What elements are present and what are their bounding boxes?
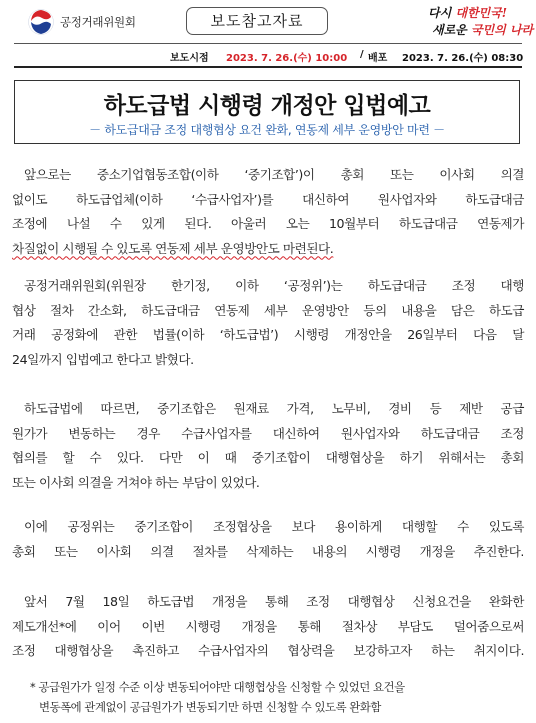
paragraph-line: 조정 대행협상을 촉진하고 수급사업자의 협상력을 보강하고자 하는 취지이다. <box>12 643 524 658</box>
government-logo-icon <box>28 9 54 35</box>
paragraph-line: 차질없이 시행될 수 있도록 연동제 세부 운영방안도 마련된다. <box>12 240 334 256</box>
paragraph-2 <box>12 274 524 372</box>
slogan-calligraphy <box>428 4 534 42</box>
paragraph-line: 또는 이사회 의결을 거쳐야 하는 부담이 있었다. <box>12 474 260 490</box>
slogan-text: 새로운 <box>432 23 471 37</box>
paragraph-line: 공정거래위원회(위원장 한기정, 이하 ‘공정위’)는 하도급대금 조정 대행 <box>24 278 524 293</box>
release-time: 2023. 7. 26.(수) 08:30 <box>402 53 524 64</box>
paragraph-line: 거래 공정화에 관한 법률(이하 ‘하도급법’) 시행령 개정안을 26일부터 다음 달 <box>12 327 524 342</box>
slogan-text: 다시 <box>428 6 456 20</box>
title-box <box>14 80 520 144</box>
paragraph-line: 조정에 나설 수 있게 된다. 아울러 오는 10월부터 하도급대금 연동제가 <box>12 216 524 231</box>
paragraph-1 <box>12 163 524 261</box>
embargo-time: 2023. 7. 26.(수) 10:00 <box>226 53 348 64</box>
footnote-line: 변동폭에 관계없이 공급원가가 변동되기만 하면 신청할 수 있도록 완화함 <box>39 700 381 714</box>
org-name: 공정거래위원회 <box>60 15 136 29</box>
press-header <box>0 0 536 44</box>
paragraph-line: 원가가 변동하는 경우 수급사업자를 대신하여 원사업자와 하도급대금 조정 <box>12 425 524 441</box>
paragraph-5 <box>12 590 524 664</box>
slogan-text-accent: 국민의 나라 <box>470 23 534 37</box>
release-date-bar <box>0 46 536 64</box>
document-type-badge: 보도참고자료 <box>186 7 328 35</box>
paragraph-line: 24일까지 입법예고 한다고 밝혔다. <box>12 351 194 367</box>
header-divider <box>14 43 522 44</box>
paragraph-3 <box>12 397 524 495</box>
date-separator: / <box>360 49 364 60</box>
paragraph-line: 없이도 하도급업체(이하 ‘수급사업자’)를 대신하여 원사업자와 하도급대금 <box>12 191 524 207</box>
embargo-label: 보도시점 <box>170 53 209 64</box>
footnote <box>30 677 526 717</box>
paragraph-line: 앞으로는 중소기업협동조합(이하 ‘중기조합’)이 총회 또는 이사회 의결 <box>24 167 524 182</box>
paragraph-4 <box>12 515 524 564</box>
slogan-text-accent: 대한민국! <box>455 6 508 20</box>
paragraph-line: 협상 절차 간소화, 하도급대금 연동제 세부 운영방안 등의 내용을 담은 하도급 <box>12 302 524 318</box>
date-divider <box>14 66 522 68</box>
paragraph-line: 총회 또는 이사회 의결 절차를 삭제하는 내용의 시행령 개정을 추진한다. <box>12 543 524 559</box>
paragraph-line: 이에 공정위는 중기조합이 조정협상을 보다 용이하게 대행할 수 있도록 <box>24 519 524 534</box>
paragraph-line: 하도급법에 따르면, 중기조합은 원재료 가격, 노무비, 경비 등 제반 공급 <box>24 401 524 416</box>
release-label: 배포 <box>368 53 388 64</box>
paragraph-line: 앞서 7월 18일 하도급법 개정을 통해 조정 대행협상 신청요건을 완화한 <box>24 594 524 609</box>
page-title: 하도급법 시행령 개정안 입법예고 <box>103 92 431 119</box>
footnote-line: * 공급원가가 일정 수준 이상 변동되어야만 대행협상을 신청할 수 있었던 요건을 <box>30 680 405 694</box>
paragraph-line: 협의를 할 수 있다. 다만 이 때 중기조합이 대행협상을 하기 위해서는 총회 <box>12 450 524 465</box>
page-subtitle: － 하도급대금 조정 대행협상 요건 완화, 연동제 세부 운영방안 마련 － <box>89 123 445 137</box>
paragraph-line: 제도개선*에 이어 이번 시행령 개정을 통해 절차상 부담도 덜어줌으로써 <box>12 618 524 634</box>
